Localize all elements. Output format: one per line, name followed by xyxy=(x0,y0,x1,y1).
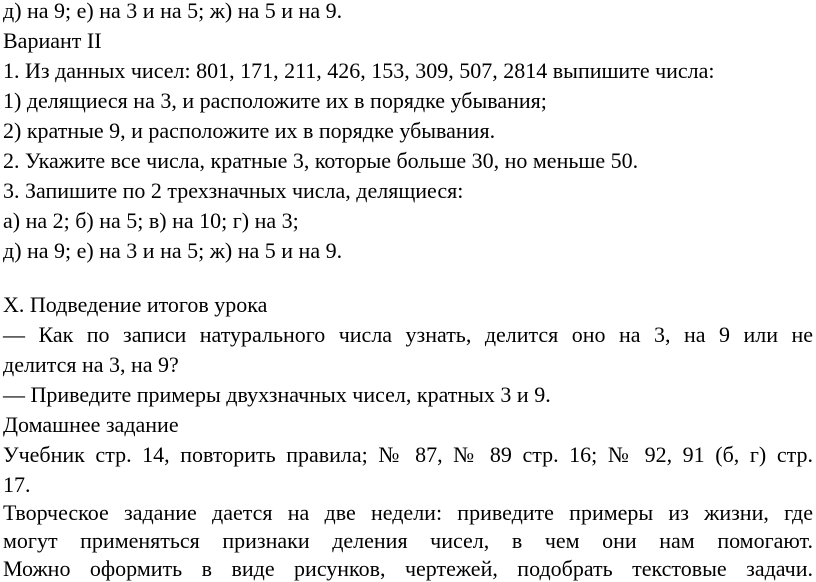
creative-task-line-2: могут применяться признаки деления чисел, в чем они нам помогают. xyxy=(3,528,813,553)
task-3-items-b: д) на 9; е) на 3 и на 5; ж) на 5 и на 9. xyxy=(3,238,343,263)
task-3-items-a: а) на 2; б) на 5; в) на 10; г) на 3; xyxy=(3,208,299,233)
section-heading-summary: X. Подведение итогов урока xyxy=(3,292,268,317)
section-heading-homework: Домашнее задание xyxy=(3,412,179,437)
task-3-text: 3. Запишите по 2 трехзначных числа, делящиеся: xyxy=(3,178,464,203)
task-1-item-1: 1) делящиеся на 3, и расположите их в порядке убывания; xyxy=(3,88,547,113)
text-line: д) на 9; е) на 3 и на 5; ж) на 5 и на 9. xyxy=(3,0,343,23)
creative-task-line-3: Можно оформить в виде рисунков, чертежей, подобрать текстовые задачи. xyxy=(3,556,813,581)
homework-line-1: Учебник стр. 14, повторить правила; № 87, № 89 стр. 16; № 92, 91 (б, г) стр. xyxy=(3,442,813,467)
homework-line-2: 17. xyxy=(3,472,31,497)
creative-task-line-1: Творческое задание дается на две недели: приведите примеры из жизни, где xyxy=(3,500,813,525)
question-2: — Приведите примеры двухзначных чисел, кратных 3 и 9. xyxy=(3,382,551,407)
task-2-text: 2. Укажите все числа, кратные 3, которые больше 30, но меньше 50. xyxy=(3,148,639,173)
question-1-line-1: — Как по записи натурального числа узнать, делится оно на 3, на 9 или не xyxy=(3,322,813,347)
question-1-line-2: делится на 3, на 9? xyxy=(3,352,179,377)
section-heading-variant: Вариант II xyxy=(3,28,102,53)
task-1-item-2: 2) кратные 9, и расположите их в порядке убывания. xyxy=(3,118,496,143)
task-1-text: 1. Из данных чисел: 801, 171, 211, 426, 153, 309, 507, 2814 выпишите числа: xyxy=(3,58,715,83)
